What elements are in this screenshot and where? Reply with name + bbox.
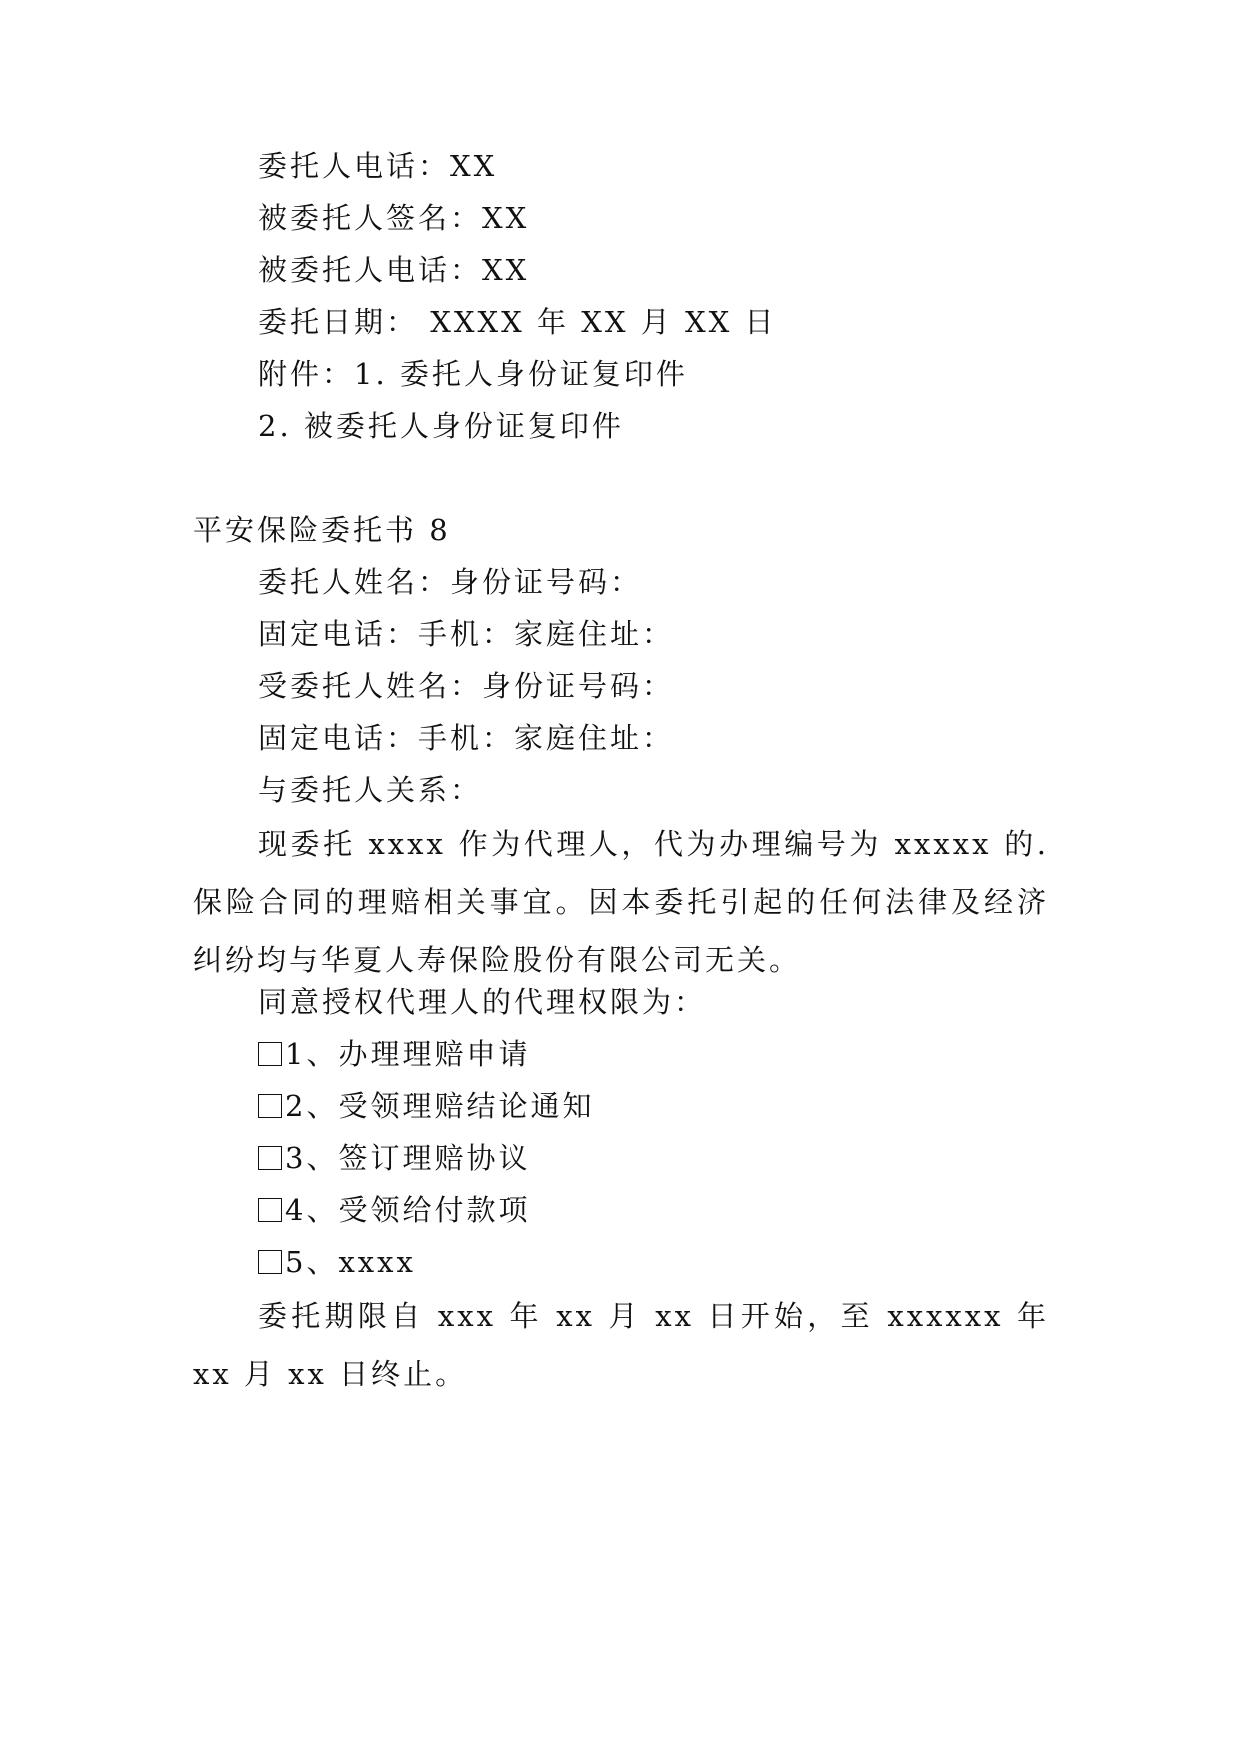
entrust-paragraph: 现委托 xxxx 作为代理人，代为办理编号为 xxxxx 的.保险合同的理赔相关事宜。因本委托引起的任何法律及经济纠纷均与华夏人寿保险股份有限公司无关。 [193, 827, 1049, 977]
entrust-date-line: 委托日期： XXXX 年 XX 月 XX 日 [258, 305, 777, 339]
checkbox-icon[interactable] [258, 1042, 282, 1066]
authority-item-4 [258, 1190, 530, 1230]
relationship-line: 与委托人关系： [258, 773, 483, 807]
attachment-line-1: 附件：1. 委托人身份证复印件 [258, 357, 688, 391]
principal-contact-line: 固定电话：手机：家庭住址： [258, 617, 675, 651]
authority-item-3 [258, 1138, 530, 1178]
checkbox-icon[interactable] [258, 1250, 282, 1274]
agent-contact-line: 固定电话：手机：家庭住址： [258, 721, 675, 755]
principal-phone-line: 委托人电话：XX [258, 149, 498, 183]
attachment-line-2: 2. 被委托人身份证复印件 [258, 409, 624, 443]
authority-item-5 [258, 1242, 416, 1282]
term-paragraph: 委托期限自 xxx 年 xx 月 xx 日开始，至 xxxxxx 年 xx 月 xx 日终止。 [193, 1299, 1049, 1391]
authority-item-label: 3、签订理赔协议 [285, 1141, 531, 1175]
agent-phone-line: 被委托人电话：XX [258, 253, 530, 287]
authority-item-1 [258, 1034, 530, 1074]
agent-name-line: 受委托人姓名：身份证号码： [258, 669, 675, 703]
section-title: 平安保险委托书 8 [193, 513, 451, 547]
authority-item-label: 1、办理理赔申请 [285, 1037, 531, 1071]
authority-item-label: 4、受领给付款项 [285, 1193, 531, 1227]
checkbox-icon[interactable] [258, 1198, 282, 1222]
authority-item-label: 2、受领理赔结论通知 [285, 1089, 595, 1123]
authority-item-2 [258, 1086, 594, 1126]
authority-item-label: 5、xxxx [285, 1245, 416, 1279]
checkbox-icon[interactable] [258, 1094, 282, 1118]
authority-intro: 同意授权代理人的代理权限为： [258, 985, 707, 1019]
checkbox-icon[interactable] [258, 1146, 282, 1170]
principal-name-line: 委托人姓名：身份证号码： [258, 565, 643, 599]
agent-signature-line: 被委托人签名：XX [258, 201, 530, 235]
